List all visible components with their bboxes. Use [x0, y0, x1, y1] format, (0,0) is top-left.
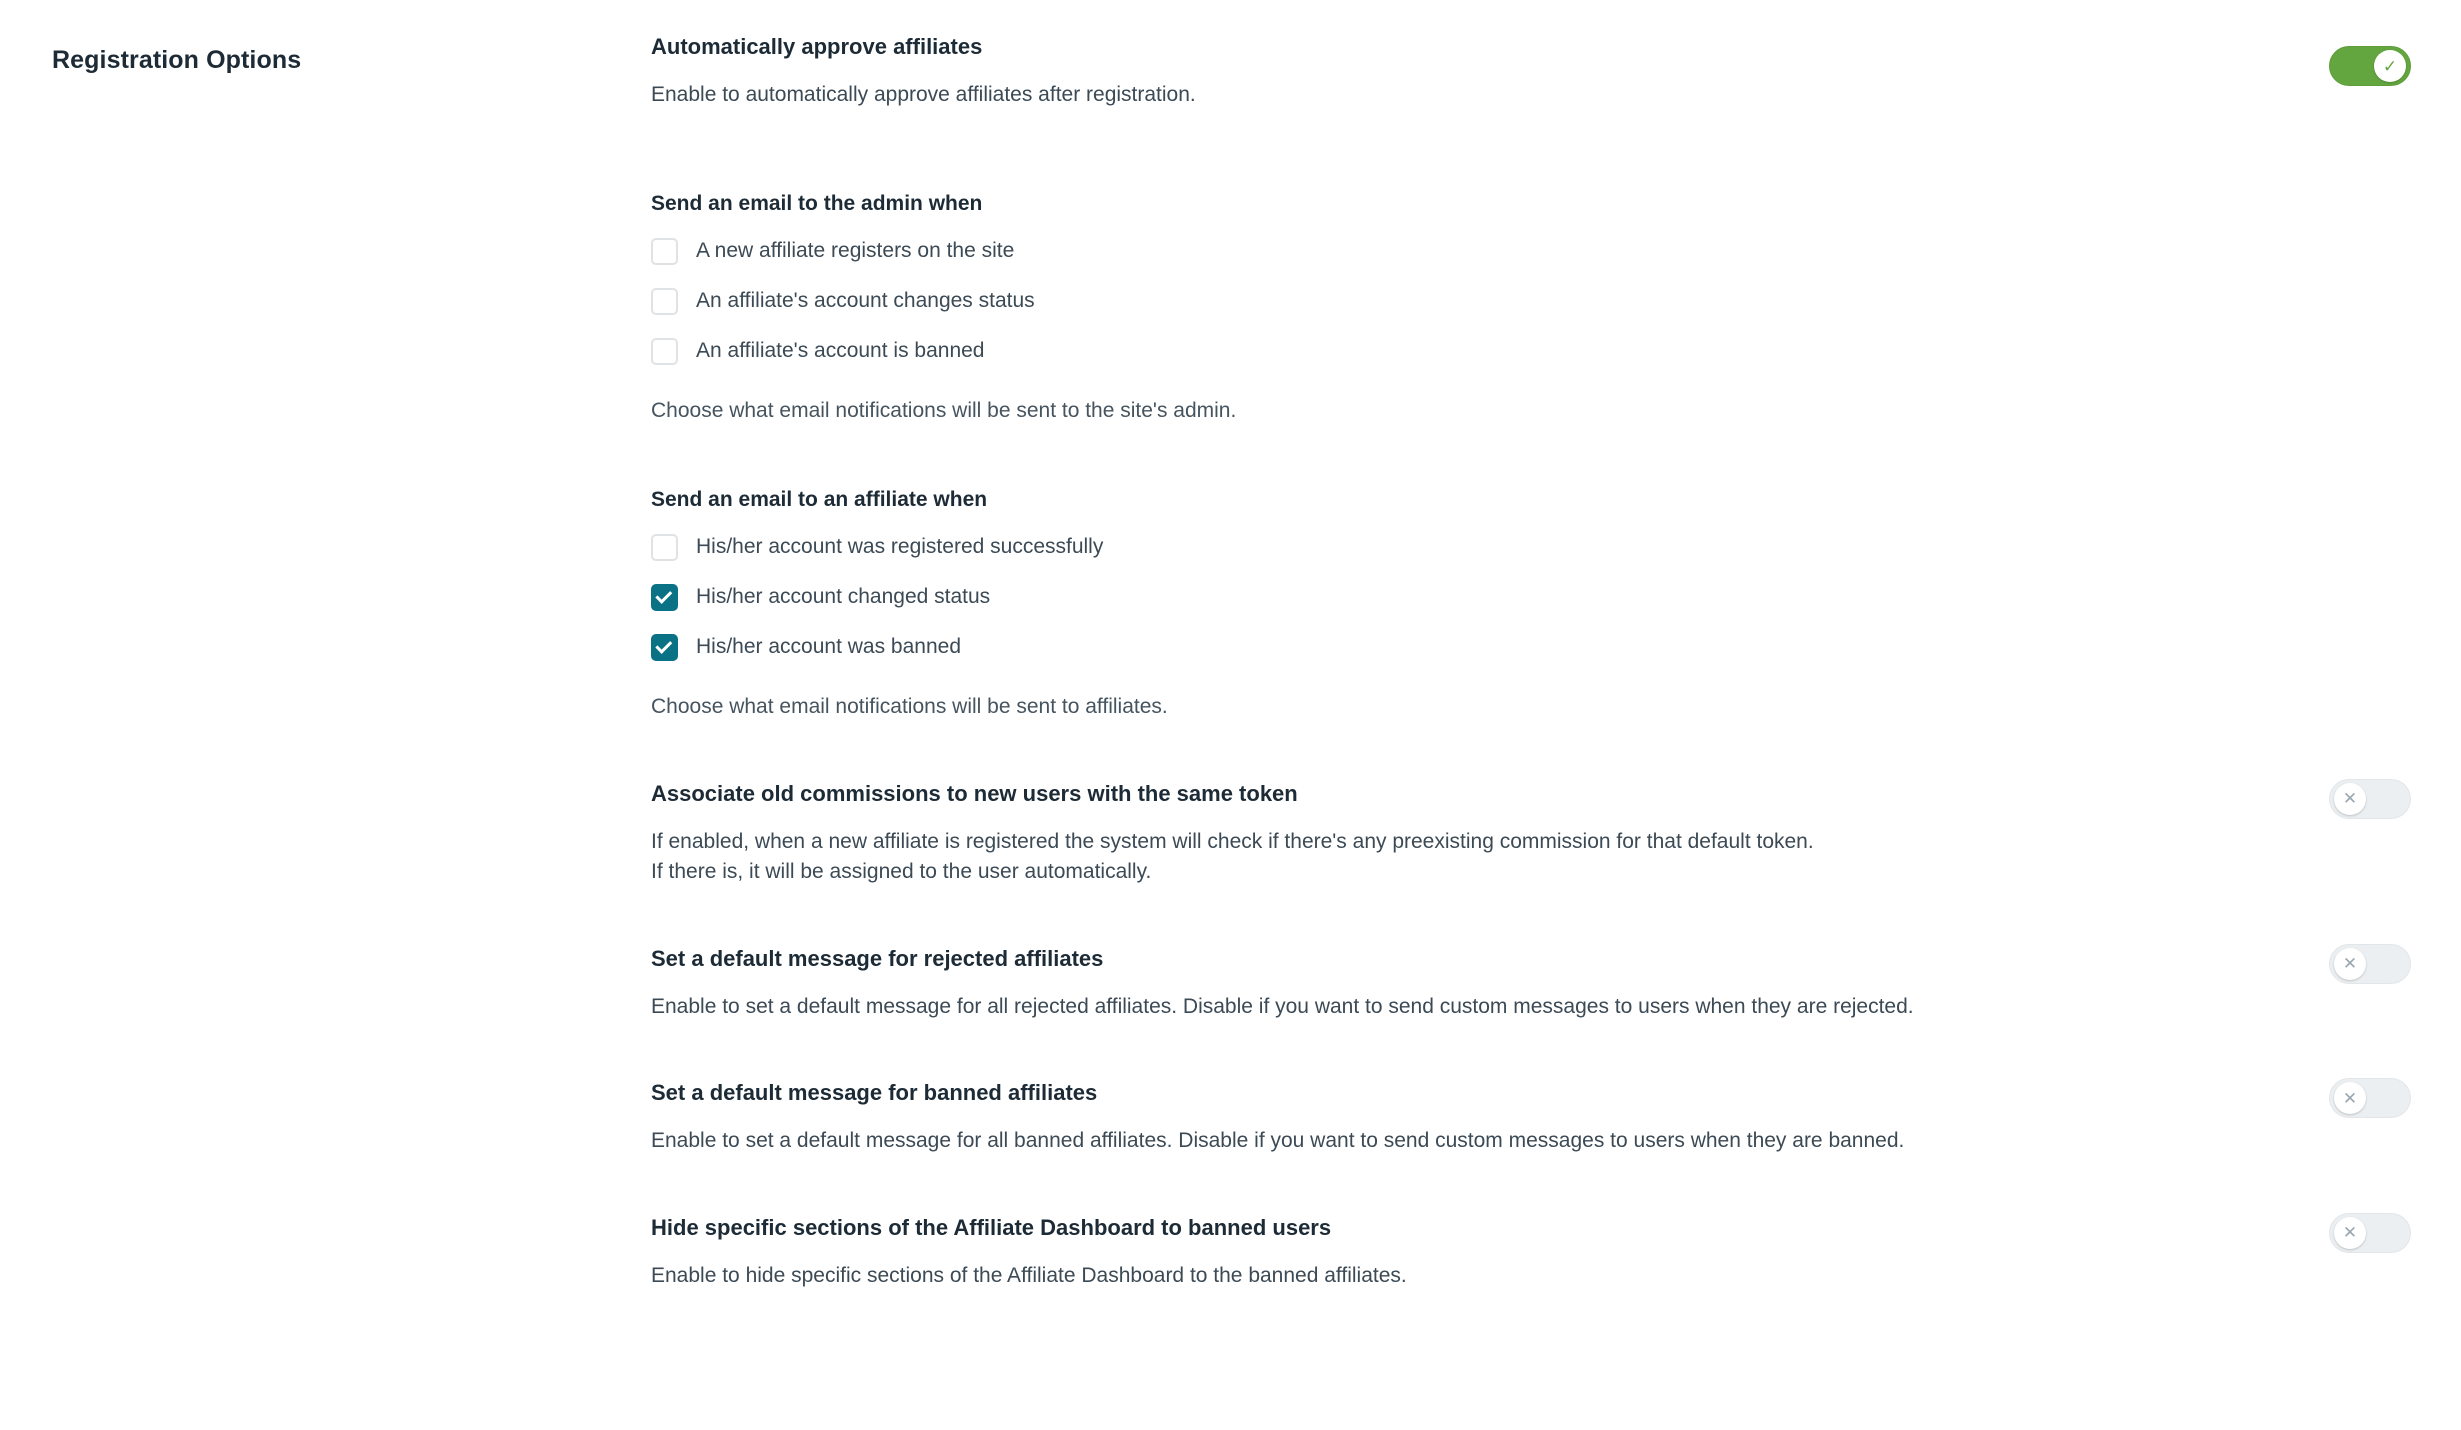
admin-email-new-registration-checkbox[interactable]	[651, 238, 678, 265]
checkbox-label: His/her account changed status	[696, 585, 991, 609]
admin-emails-heading: Send an email to the admin when	[651, 192, 983, 215]
auto-approve-title: Automatically approve affiliates	[651, 34, 983, 59]
rejected-message-desc: Enable to set a default message for all rejected affiliates. Disable if you want to send custom messages to users when they are rejected.	[651, 994, 1914, 1018]
checkbox-label: His/her account was registered successfully	[696, 535, 1104, 559]
banned-message-title: Set a default message for banned affiliates	[651, 1080, 1098, 1106]
admin-emails-checklist	[651, 226, 2251, 376]
rejected-message-title: Set a default message for rejected affiliates	[651, 945, 1104, 971]
checkbox-row[interactable]	[651, 622, 2251, 672]
toggle-off-cross-icon: ✕	[2334, 783, 2366, 815]
affiliate-email-registered-checkbox[interactable]	[651, 534, 678, 561]
associate-commissions-title: Associate old commissions to new users with the same token	[651, 780, 1298, 806]
hide-sections-desc: Enable to hide specific sections of the Affiliate Dashboard to the banned affiliates.	[651, 1263, 1407, 1287]
checkbox-row[interactable]	[651, 326, 2251, 376]
affiliate-emails-desc: Choose what email notifications will be sent to affiliates.	[651, 695, 1168, 719]
admin-emails-desc: Choose what email notifications will be sent to the site's admin.	[651, 399, 1237, 422]
associate-commissions-desc-line1: If enabled, when a new affiliate is registered the system will check if there's any preexisting commission for that default token.	[651, 829, 1814, 853]
affiliate-email-banned-checkbox[interactable]	[651, 634, 678, 661]
auto-approve-toggle[interactable]	[2329, 46, 2411, 86]
associate-commissions-desc-line2: If there is, it will be assigned to the user automatically.	[651, 860, 1152, 884]
banned-message-desc: Enable to set a default message for all banned affiliates. Disable if you want to send custom messages to users when they are banned.	[651, 1129, 1905, 1153]
toggle-off-cross-icon: ✕	[2334, 1217, 2366, 1249]
affiliate-email-status-change-checkbox[interactable]	[651, 584, 678, 611]
toggle-off-cross-icon: ✕	[2334, 1082, 2366, 1114]
checkbox-label: An affiliate's account changes status	[696, 289, 1035, 312]
hide-sections-title: Hide specific sections of the Affiliate Dashboard to banned users	[651, 1214, 1332, 1240]
rejected-message-toggle[interactable]	[2329, 944, 2411, 984]
affiliate-emails-checklist	[651, 522, 2251, 672]
checkbox-row[interactable]	[651, 226, 2251, 276]
auto-approve-desc: Enable to automatically approve affiliates after registration.	[651, 83, 1196, 106]
option-banned-message	[651, 1080, 2411, 1156]
option-hide-sections	[651, 1215, 2411, 1291]
associate-commissions-toggle[interactable]	[2329, 779, 2411, 819]
option-affiliate-emails	[651, 488, 2411, 722]
page-title: Registration Options	[52, 46, 302, 74]
hide-sections-toggle[interactable]	[2329, 1213, 2411, 1253]
checkbox-row[interactable]	[651, 522, 2251, 572]
checkbox-label: His/her account was banned	[696, 635, 961, 659]
affiliate-emails-heading: Send an email to an affiliate when	[651, 488, 988, 512]
checkbox-row[interactable]	[651, 276, 2251, 326]
admin-email-status-change-checkbox[interactable]	[651, 288, 678, 315]
toggle-on-check-icon: ✓	[2374, 50, 2406, 82]
checkbox-label: A new affiliate registers on the site	[696, 239, 1015, 262]
option-associate-commissions	[651, 781, 2411, 888]
checkbox-label: An affiliate's account is banned	[696, 339, 985, 362]
option-rejected-message	[651, 946, 2411, 1022]
checkbox-row[interactable]	[651, 572, 2251, 622]
option-admin-emails	[651, 192, 2411, 426]
option-auto-approve	[651, 34, 2411, 120]
banned-message-toggle[interactable]	[2329, 1078, 2411, 1118]
options-content	[651, 0, 2411, 1291]
toggle-off-cross-icon: ✕	[2334, 948, 2366, 980]
admin-email-banned-checkbox[interactable]	[651, 338, 678, 365]
